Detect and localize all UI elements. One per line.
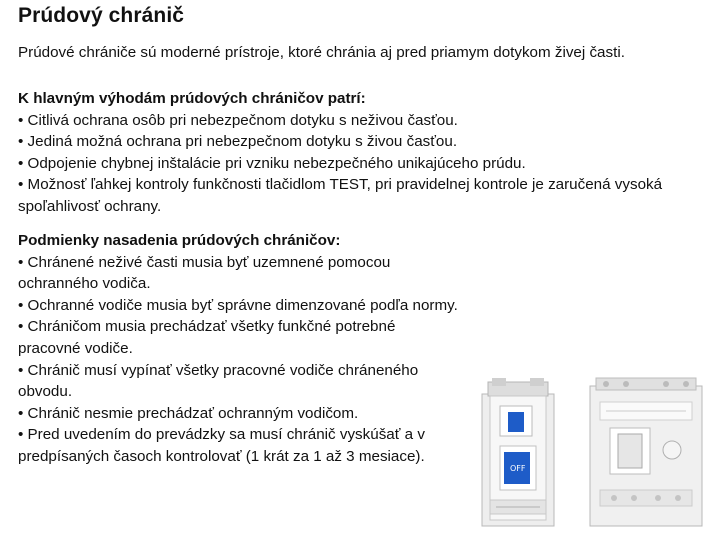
condition-item: • Chránič musí vypínať všetky pracovné vodiče chráneného obvodu. (18, 361, 419, 401)
page-subtitle: Prúdové chrániče sú moderné prístroje, ktoré chránia aj pred priamym dotykom živej časti. (18, 44, 625, 61)
condition-item: • Ochranné vodiče musia byť správne dimenzované podľa normy. (18, 296, 458, 314)
advantages-heading: K hlavným výhodám prúdových chráničov patrí: (18, 90, 366, 107)
conditions-heading: Podmienky nasadenia prúdových chráničov: (18, 232, 341, 249)
advantage-item: • Jediná možná ochrana pri nebezpečnom dotyku s živou časťou. (18, 133, 458, 151)
rcd-devices-image (430, 372, 720, 532)
advantage-item: • Citlivá ochrana osôb pri nebezpečnom dotyku s neživou časťou. (18, 111, 458, 129)
condition-item: • Chránič nesmie prechádzať ochranným vodičom. (18, 404, 359, 422)
page-title: Prúdový chránič (18, 4, 185, 27)
rcd-2pole-device (482, 378, 554, 526)
off-label: OFF (510, 464, 526, 473)
conditions-section (18, 230, 458, 468)
advantage-item: • Možnosť ľahkej kontroly funkčnosti tlačidlom TEST, pri pravidelnej kontrole je zaručená vysoká spoľahlivosť ochrany. (18, 176, 663, 215)
advantages-section (18, 88, 708, 218)
condition-item: • Chránené neživé časti musia byť uzemnené pomocou ochranného vodiča. (18, 253, 391, 293)
condition-item: • Pred uvedením do prevádzky sa musí chránič vyskúšať a v predpísaných časoch kontrolovať (1 krát za 1 až 3 mesiace). (18, 426, 425, 465)
advantage-item: • Odpojenie chybnej inštalácie pri vzniku nebezpečného unikajúceho prúdu. (18, 154, 526, 172)
condition-item: • Chráničom musia prechádzať všetky funkčné potrebné pracovné vodiče. (18, 318, 396, 357)
rcd-4pole-device (590, 378, 702, 526)
